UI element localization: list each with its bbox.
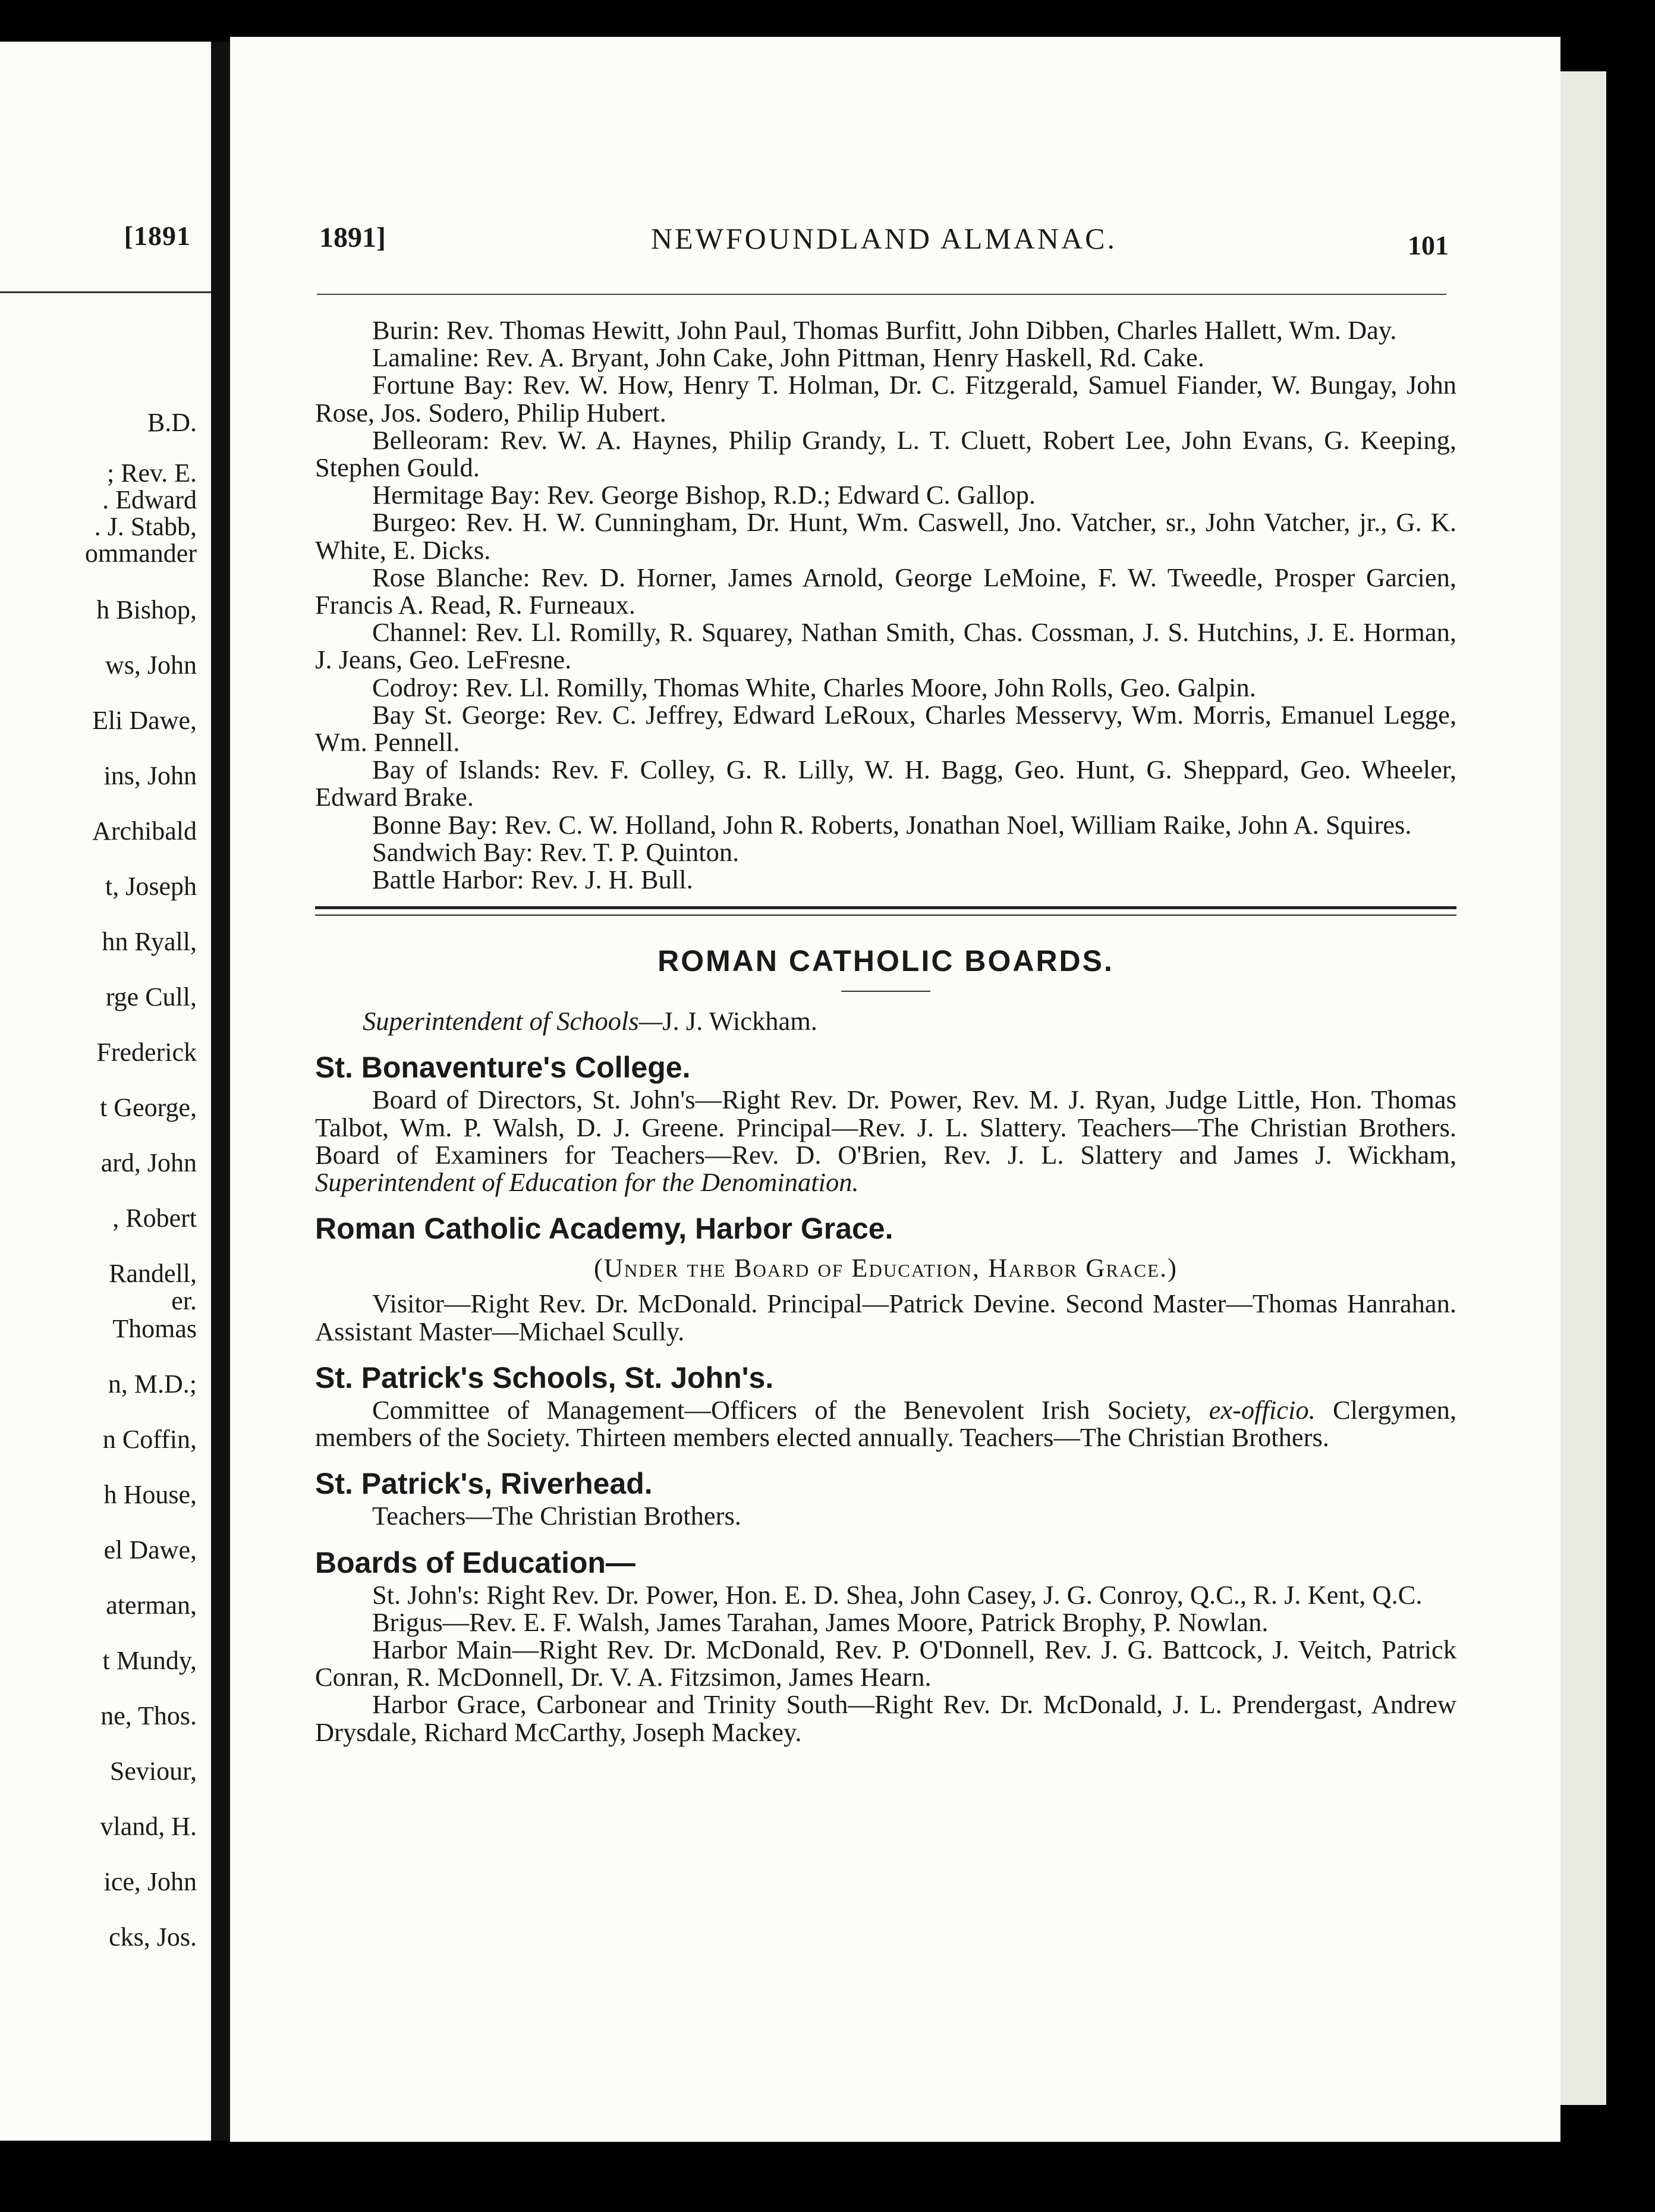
education-board-entry: Harbor Main—Right Rev. Dr. McDonald, Rev. P. O'Donnell, Rev. J. G. Battcock, J. Veitch, Patrick Conran, R. McDonnell, Dr. V. A. Fitzsimon, James Hearn. xyxy=(315,1634,1456,1692)
left-fragment: t Mundy, xyxy=(102,1646,197,1675)
riverhead-text: Teachers—The Christian Brothers. xyxy=(372,1501,741,1531)
left-fragment: aterman, xyxy=(106,1591,197,1620)
left-fragment: hn Ryall, xyxy=(102,927,197,956)
board-entry: Bay of Islands: Rev. F. Colley, G. R. Lilly, W. H. Bagg, Geo. Hunt, G. Sheppard, Geo. Wheeler, Edward Brake. xyxy=(315,755,1456,812)
left-page-rule xyxy=(0,291,211,293)
left-fragment: el Dawe, xyxy=(103,1535,197,1564)
board-entry: Bay St. George: Rev. C. Jeffrey, Edward LeRoux, Charles Messervy, Wm. Morris, Emanuel Legge, Wm. Pennell. xyxy=(315,699,1456,758)
left-fragment: cks, Jos. xyxy=(109,1922,197,1952)
left-fragment: ommander xyxy=(84,539,197,568)
education-board-entry: Harbor Grace, Carbonear and Trinity South—Right Rev. Dr. McDonald, J. L. Prendergast, Andrew Drysdale, Richard McCarthy, Joseph Mackey. xyxy=(315,1689,1456,1747)
education-board-entry: Brigus—Rev. E. F. Walsh, James Tarahan, James Moore, Patrick Brophy, P. Nowlan. xyxy=(372,1607,1269,1637)
left-fragment: h Bishop, xyxy=(96,595,197,624)
left-fragment: ins, John xyxy=(103,761,197,790)
left-fragment: ard, John xyxy=(100,1148,197,1177)
header-rule xyxy=(317,294,1446,295)
left-fragment: Frederick xyxy=(96,1038,197,1067)
heading-academy: Roman Catholic Academy, Harbor Grace. xyxy=(315,1212,893,1246)
superintendent-name: J. J. Wickham. xyxy=(662,1006,817,1036)
superintendent-label: Superintendent of Schools— xyxy=(363,1006,663,1036)
left-fragment: er. xyxy=(171,1286,197,1315)
st-patricks-italic: ex-officio. xyxy=(1209,1394,1316,1425)
left-fragment: Eli Dawe, xyxy=(92,706,197,735)
left-page-header: [1891 xyxy=(124,221,191,251)
left-fragment: ice, John xyxy=(103,1867,197,1896)
board-entry: Battle Harbor: Rev. J. H. Bull. xyxy=(372,865,693,895)
page-number: 101 xyxy=(1408,230,1449,260)
section-divider xyxy=(315,906,1456,916)
header-title: NEWFOUNDLAND ALMANAC. xyxy=(651,222,1117,255)
header-year: 1891] xyxy=(319,222,386,253)
left-page xyxy=(0,42,211,2141)
academy-text: Visitor—Right Rev. Dr. McDonald. Principal—Patrick Devine. Second Master—Thomas Hanrahan. Assistant Master—Michael Scully. xyxy=(315,1289,1456,1346)
st-patricks-text-after: Clergymen, members of the Society. Thirteen members elected annually. Teachers—The Christian Brothers. xyxy=(315,1394,1456,1453)
bonaventure-text xyxy=(315,1086,1456,1196)
left-fragment: t George, xyxy=(100,1093,197,1122)
st-patricks-text xyxy=(315,1396,1456,1451)
board-entry: Lamaline: Rev. A. Bryant, John Cake, John Pittman, Henry Haskell, Rd. Cake. xyxy=(372,343,1204,373)
left-fragment: ne, Thos. xyxy=(100,1701,197,1730)
board-entry: Burgeo: Rev. H. W. Cunningham, Dr. Hunt, Wm. Caswell, Jno. Vatcher, sr., John Vatcher, jr., G. K. White, E. Dicks. xyxy=(315,507,1456,565)
left-fragment: t, Joseph xyxy=(105,872,197,901)
title-rule xyxy=(841,991,930,992)
heading-bonaventure: St. Bonaventure's College. xyxy=(315,1051,691,1085)
heading-boards-of-education: Boards of Education— xyxy=(315,1545,635,1579)
bonaventure-body: Board of Directors, St. John's—Right Rev. Dr. Power, Rev. M. J. Ryan, Judge Little, Hon. Thomas Talbot, Wm. P. Walsh, D. J. Greene. Principal—Rev. J. L. Slattery. Teachers—The Christian Brothers. Board of Examiners for Teachers—Rev. D. O'Brien, Rev. J. L. Slattery and James J. Wickham, xyxy=(315,1085,1456,1170)
page-content xyxy=(315,316,1456,1746)
left-fragment: . Edward xyxy=(102,485,197,514)
left-fragment: n Coffin, xyxy=(102,1425,197,1454)
left-fragment: h House, xyxy=(103,1480,197,1509)
board-entry: Burin: Rev. Thomas Hewitt, John Paul, Thomas Burfitt, John Dibben, Charles Hallett, Wm. Day. xyxy=(372,315,1397,345)
education-board-entry: St. John's: Right Rev. Dr. Power, Hon. E. D. Shea, John Casey, J. G. Conroy, Q.C., R. J. Kent, Q.C. xyxy=(372,1579,1423,1610)
board-entry: Channel: Rev. Ll. Romilly, R. Squarey, Nathan Smith, Chas. Cossman, J. S. Hutchins, J. E. Horman, J. Jeans, Geo. LeFresne. xyxy=(315,617,1456,675)
section-title: ROMAN CATHOLIC BOARDS. xyxy=(657,944,1114,978)
left-fragment: ; Rev. E. xyxy=(106,458,197,488)
left-fragment: Seviour, xyxy=(109,1757,197,1786)
board-entry: Bonne Bay: Rev. C. W. Holland, John R. Roberts, Jonathan Noel, William Raike, John A. Squires. xyxy=(372,809,1412,840)
right-page xyxy=(230,37,1560,2142)
board-entry: Fortune Bay: Rev. W. How, Henry T. Holman, Dr. C. Fitzgerald, Samuel Fiander, W. Bungay, John Rose, Jos. Sodero, Philip Hubert. xyxy=(315,370,1456,428)
st-patricks-text-before: Committee of Management—Officers of the Benevolent Irish Society, xyxy=(372,1394,1192,1425)
left-fragment: Thomas xyxy=(112,1314,197,1343)
academy-subheading: (Under the Board of Education, Harbor Grace.) xyxy=(594,1253,1178,1283)
left-fragment: , Robert xyxy=(112,1204,197,1233)
left-fragment: . J. Stabb, xyxy=(94,512,197,541)
left-fragment: n, M.D.; xyxy=(108,1369,197,1399)
board-entry: Sandwich Bay: Rev. T. P. Quinton. xyxy=(372,837,740,867)
left-fragment: rge Cull, xyxy=(105,982,197,1011)
book-gutter xyxy=(211,42,230,2141)
bonaventure-italic: Superintendent of Education for the Denomination. xyxy=(315,1167,859,1198)
left-fragment: Archibald xyxy=(92,816,197,846)
board-entry: Rose Blanche: Rev. D. Horner, James Arnold, George LeMoine, F. W. Tweedle, Prosper Garcien, Francis A. Read, R. Furneaux. xyxy=(315,562,1456,620)
heading-st-patricks-schools: St. Patrick's Schools, St. John's. xyxy=(315,1360,774,1394)
left-fragment: ws, John xyxy=(105,651,197,680)
left-fragment: Randell, xyxy=(109,1259,197,1288)
board-entry: Belleoram: Rev. W. A. Haynes, Philip Grandy, L. T. Cluett, Robert Lee, John Evans, G. Keeping, Stephen Gould. xyxy=(315,425,1456,483)
left-fragment: B.D. xyxy=(147,408,197,437)
running-head xyxy=(319,221,1449,263)
heading-riverhead: St. Patrick's, Riverhead. xyxy=(315,1467,653,1501)
board-entry: Codroy: Rev. Ll. Romilly, Thomas White, Charles Moore, John Rolls, Geo. Galpin. xyxy=(372,672,1256,702)
board-entry: Hermitage Bay: Rev. George Bishop, R.D.; Edward C. Gallop. xyxy=(372,480,1036,510)
left-fragment: vland, H. xyxy=(100,1812,197,1841)
superintendent-line xyxy=(315,1007,1456,1035)
